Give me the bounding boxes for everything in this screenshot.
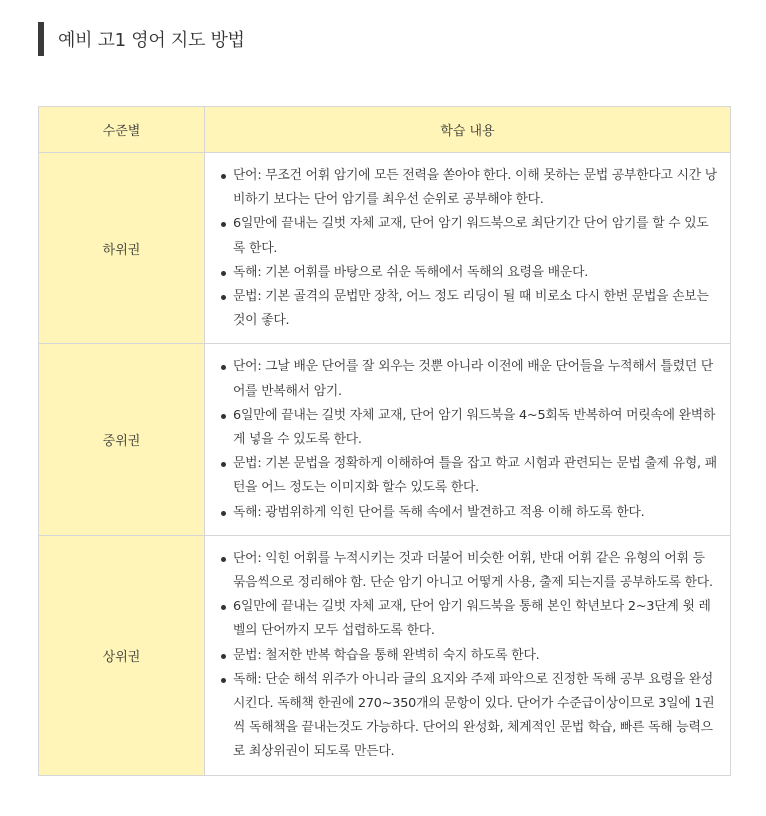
list-item: 독해: 기본 어휘를 바탕으로 쉬운 독해에서 독해의 요령을 배운다. — [233, 261, 720, 285]
list-item: 단어: 익힌 어휘를 누적시키는 것과 더불어 비슷한 어휘, 반대 어휘 같은 유형의 어휘 등 묶음씩으로 정리해야 함. 단순 암기 아니고 어떻게 사용, 출제 되는지를 공부하도록 한다. — [233, 547, 720, 595]
level-cell: 하위권 — [39, 153, 205, 344]
header-level: 수준별 — [39, 107, 205, 153]
list-item: 단어: 그날 배운 단어를 잘 외우는 것뿐 아니라 이전에 배운 단어들을 누적해서 틀렸던 단어를 반복해서 암기. — [233, 355, 720, 403]
header-content: 학습 내용 — [205, 107, 731, 153]
list-item: 단어: 무조건 어휘 암기에 모든 전력을 쏟아야 한다. 이해 못하는 문법 공부한다고 시간 낭비하기 보다는 단어 암기를 최우선 순위로 공부해야 한다. — [233, 164, 720, 212]
item-list — [217, 164, 720, 333]
study-guide-table — [38, 106, 731, 776]
level-cell: 상위권 — [39, 535, 205, 775]
table-row — [39, 535, 731, 775]
content-cell — [205, 153, 731, 344]
table-header-row — [39, 107, 731, 153]
list-item: 독해: 광범위하게 익힌 단어를 독해 속에서 발견하고 적용 이해 하도록 한다. — [233, 501, 720, 525]
list-item: 문법: 기본 문법을 정확하게 이해하여 틀을 잡고 학교 시험과 관련되는 문법 출제 유형, 패턴을 어느 정도는 이미지화 할수 있도록 한다. — [233, 452, 720, 500]
page-heading — [38, 22, 245, 56]
heading-accent-bar — [38, 22, 44, 56]
list-item: 독해: 단순 해석 위주가 아니라 글의 요지와 주제 파악으로 진정한 독해 공부 요령을 완성시킨다. 독해책 한권에 270~350개의 문항이 있다. 단어가 수준급이상이므로 3일에 1권씩 독해책을 끝내는것도 가능하다. 단어의 완성화, 체계적인 문법 학습, 빠른 독해 능력으로 최상위권이 되도록 만든다. — [233, 668, 720, 765]
list-item: 문법: 철저한 반복 학습을 통해 완벽히 숙지 하도록 한다. — [233, 644, 720, 668]
content-cell — [205, 344, 731, 535]
list-item: 6일만에 끝내는 길벗 자체 교재, 단어 암기 워드북을 통해 본인 학년보다 2~3단계 윗 레벨의 단어까지 모두 섭렵하도록 한다. — [233, 595, 720, 643]
table-row — [39, 153, 731, 344]
table-row — [39, 344, 731, 535]
level-cell: 중위권 — [39, 344, 205, 535]
item-list — [217, 355, 720, 524]
list-item: 문법: 기본 골격의 문법만 장착, 어느 정도 리딩이 될 때 비로소 다시 한번 문법을 손보는 것이 좋다. — [233, 285, 720, 333]
content-cell — [205, 535, 731, 775]
list-item: 6일만에 끝내는 길벗 자체 교재, 단어 암기 워드북으로 최단기간 단어 암기를 할 수 있도록 한다. — [233, 212, 720, 260]
item-list — [217, 547, 720, 765]
page-title: 예비 고1 영어 지도 방법 — [58, 30, 245, 51]
list-item: 6일만에 끝내는 길벗 자체 교재, 단어 암기 워드북을 4~5회독 반복하여 머릿속에 완벽하게 넣을 수 있도록 한다. — [233, 404, 720, 452]
